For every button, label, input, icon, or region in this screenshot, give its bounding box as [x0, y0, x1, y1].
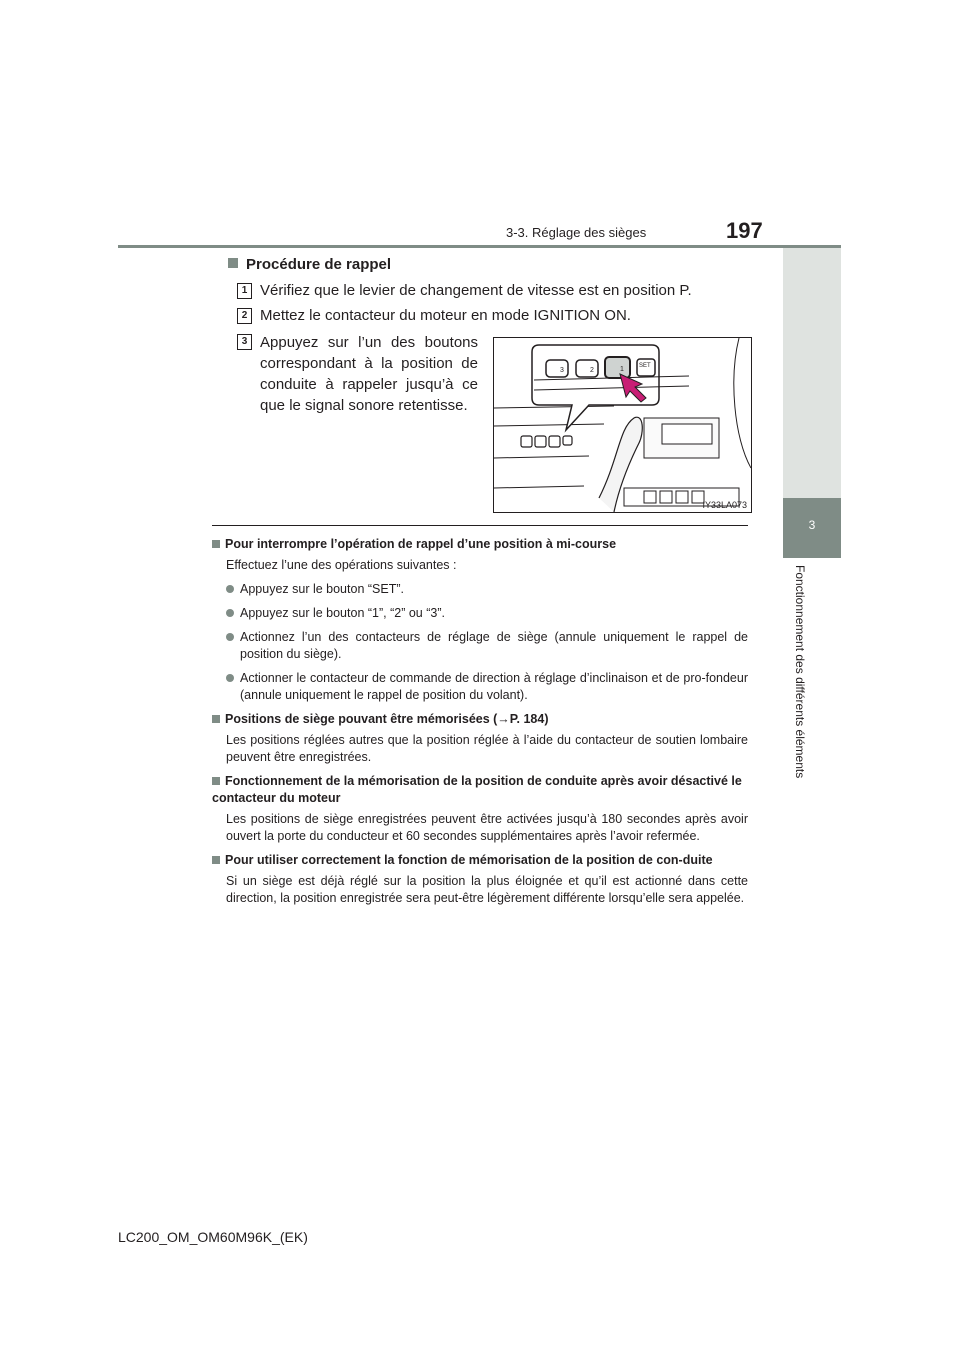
- note-2: [212, 711, 748, 766]
- note-body: Si un siège est déjà réglé sur la position la plus éloignée et qu’il est actionné dans cette direction, la position enregistrée sera peut-être légèrement différente lorsqu’elle sera appelée.: [226, 874, 748, 905]
- note-body: Les positions réglées autres que la position réglée à l’aide du contacteur de soutien lombaire peuvent être enregistrées.: [226, 733, 748, 764]
- procedure-title-text: Procédure de rappel: [246, 256, 392, 273]
- list-item: [212, 629, 748, 663]
- note-title: Pour utiliser correctement la fonction de mémorisation de la position de con-duite: [225, 853, 713, 867]
- note-title: Fonctionnement de la mémorisation de la position de conduite après avoir désactivé le contacteur du moteur: [212, 774, 742, 805]
- page-number: 197: [726, 218, 763, 243]
- note-title: Positions de siège pouvant être mémorisées (→P. 184): [225, 712, 549, 726]
- square-bullet-icon: [228, 258, 238, 268]
- memory-button-1-label: 1: [620, 366, 624, 373]
- step-text-1: Vérifiez que le levier de changement de vitesse est en position P.: [260, 282, 692, 299]
- list-item-text: Actionner le contacteur de commande de direction à réglage d’inclinaison et de pro-fondeur (annule uniquement le rappel de position du volant).: [240, 671, 748, 702]
- note-3: [212, 773, 748, 845]
- header-rule: [118, 245, 841, 248]
- set-button-label: SET: [639, 363, 651, 369]
- side-tab-background: [783, 248, 841, 498]
- list-item: [212, 670, 748, 704]
- list-item-text: Appuyez sur le bouton “SET”.: [240, 582, 404, 596]
- note-title: Pour interrompre l’opération de rappel d’une position à mi-course: [225, 537, 617, 551]
- section-divider: [212, 525, 748, 526]
- memory-buttons-illustration: [493, 337, 752, 513]
- notes-section: [212, 536, 748, 914]
- figure-code: IY33LA073: [702, 500, 747, 510]
- procedure-title: [228, 256, 391, 273]
- square-bullet-icon: [212, 715, 220, 723]
- memory-button-2-label: 2: [590, 367, 594, 374]
- chapter-title: Fonctionnement des différents éléments: [793, 565, 807, 779]
- step-text-2: Mettez le contacteur du moteur en mode IGNITION ON.: [260, 307, 631, 324]
- circle-bullet-icon: [226, 674, 234, 682]
- list-item-text: Appuyez sur le bouton “1”, “2” ou “3”.: [240, 606, 445, 620]
- section-title: 3-3. Réglage des sièges: [506, 225, 647, 240]
- chapter-number: 3: [808, 518, 816, 532]
- step-text-3: Appuyez sur l’un des boutons correspondant à la position de conduite à rappeler jusqu’à ce que le signal sonore retentisse.: [260, 334, 478, 414]
- square-bullet-icon: [212, 540, 220, 548]
- list-item-text: Actionnez l’un des contacteurs de réglage de siège (annule uniquement le rappel de position du siège).: [240, 630, 748, 661]
- step-number-1: 1: [237, 283, 252, 299]
- circle-bullet-icon: [226, 585, 234, 593]
- memory-button-3-label: 3: [560, 367, 564, 374]
- step-number-3: 3: [237, 334, 252, 350]
- document-code: LC200_OM_OM60M96K_(EK): [118, 1229, 308, 1245]
- note-1: [212, 536, 748, 704]
- list-item: [212, 605, 748, 622]
- list-item: [212, 581, 748, 598]
- circle-bullet-icon: [226, 609, 234, 617]
- chapter-tab: [783, 498, 841, 558]
- square-bullet-icon: [212, 856, 220, 864]
- door-panel-drawing: [494, 338, 751, 512]
- note-body: Effectuez l’une des opérations suivantes :: [226, 558, 457, 572]
- note-4: [212, 852, 748, 907]
- square-bullet-icon: [212, 777, 220, 785]
- circle-bullet-icon: [226, 633, 234, 641]
- step-number-2: 2: [237, 308, 252, 324]
- note-body: Les positions de siège enregistrées peuvent être activées jusqu’à 180 secondes après avoir ouvert la porte du conducteur et 60 secondes supplémentaires après l’avoir refermée.: [226, 812, 748, 843]
